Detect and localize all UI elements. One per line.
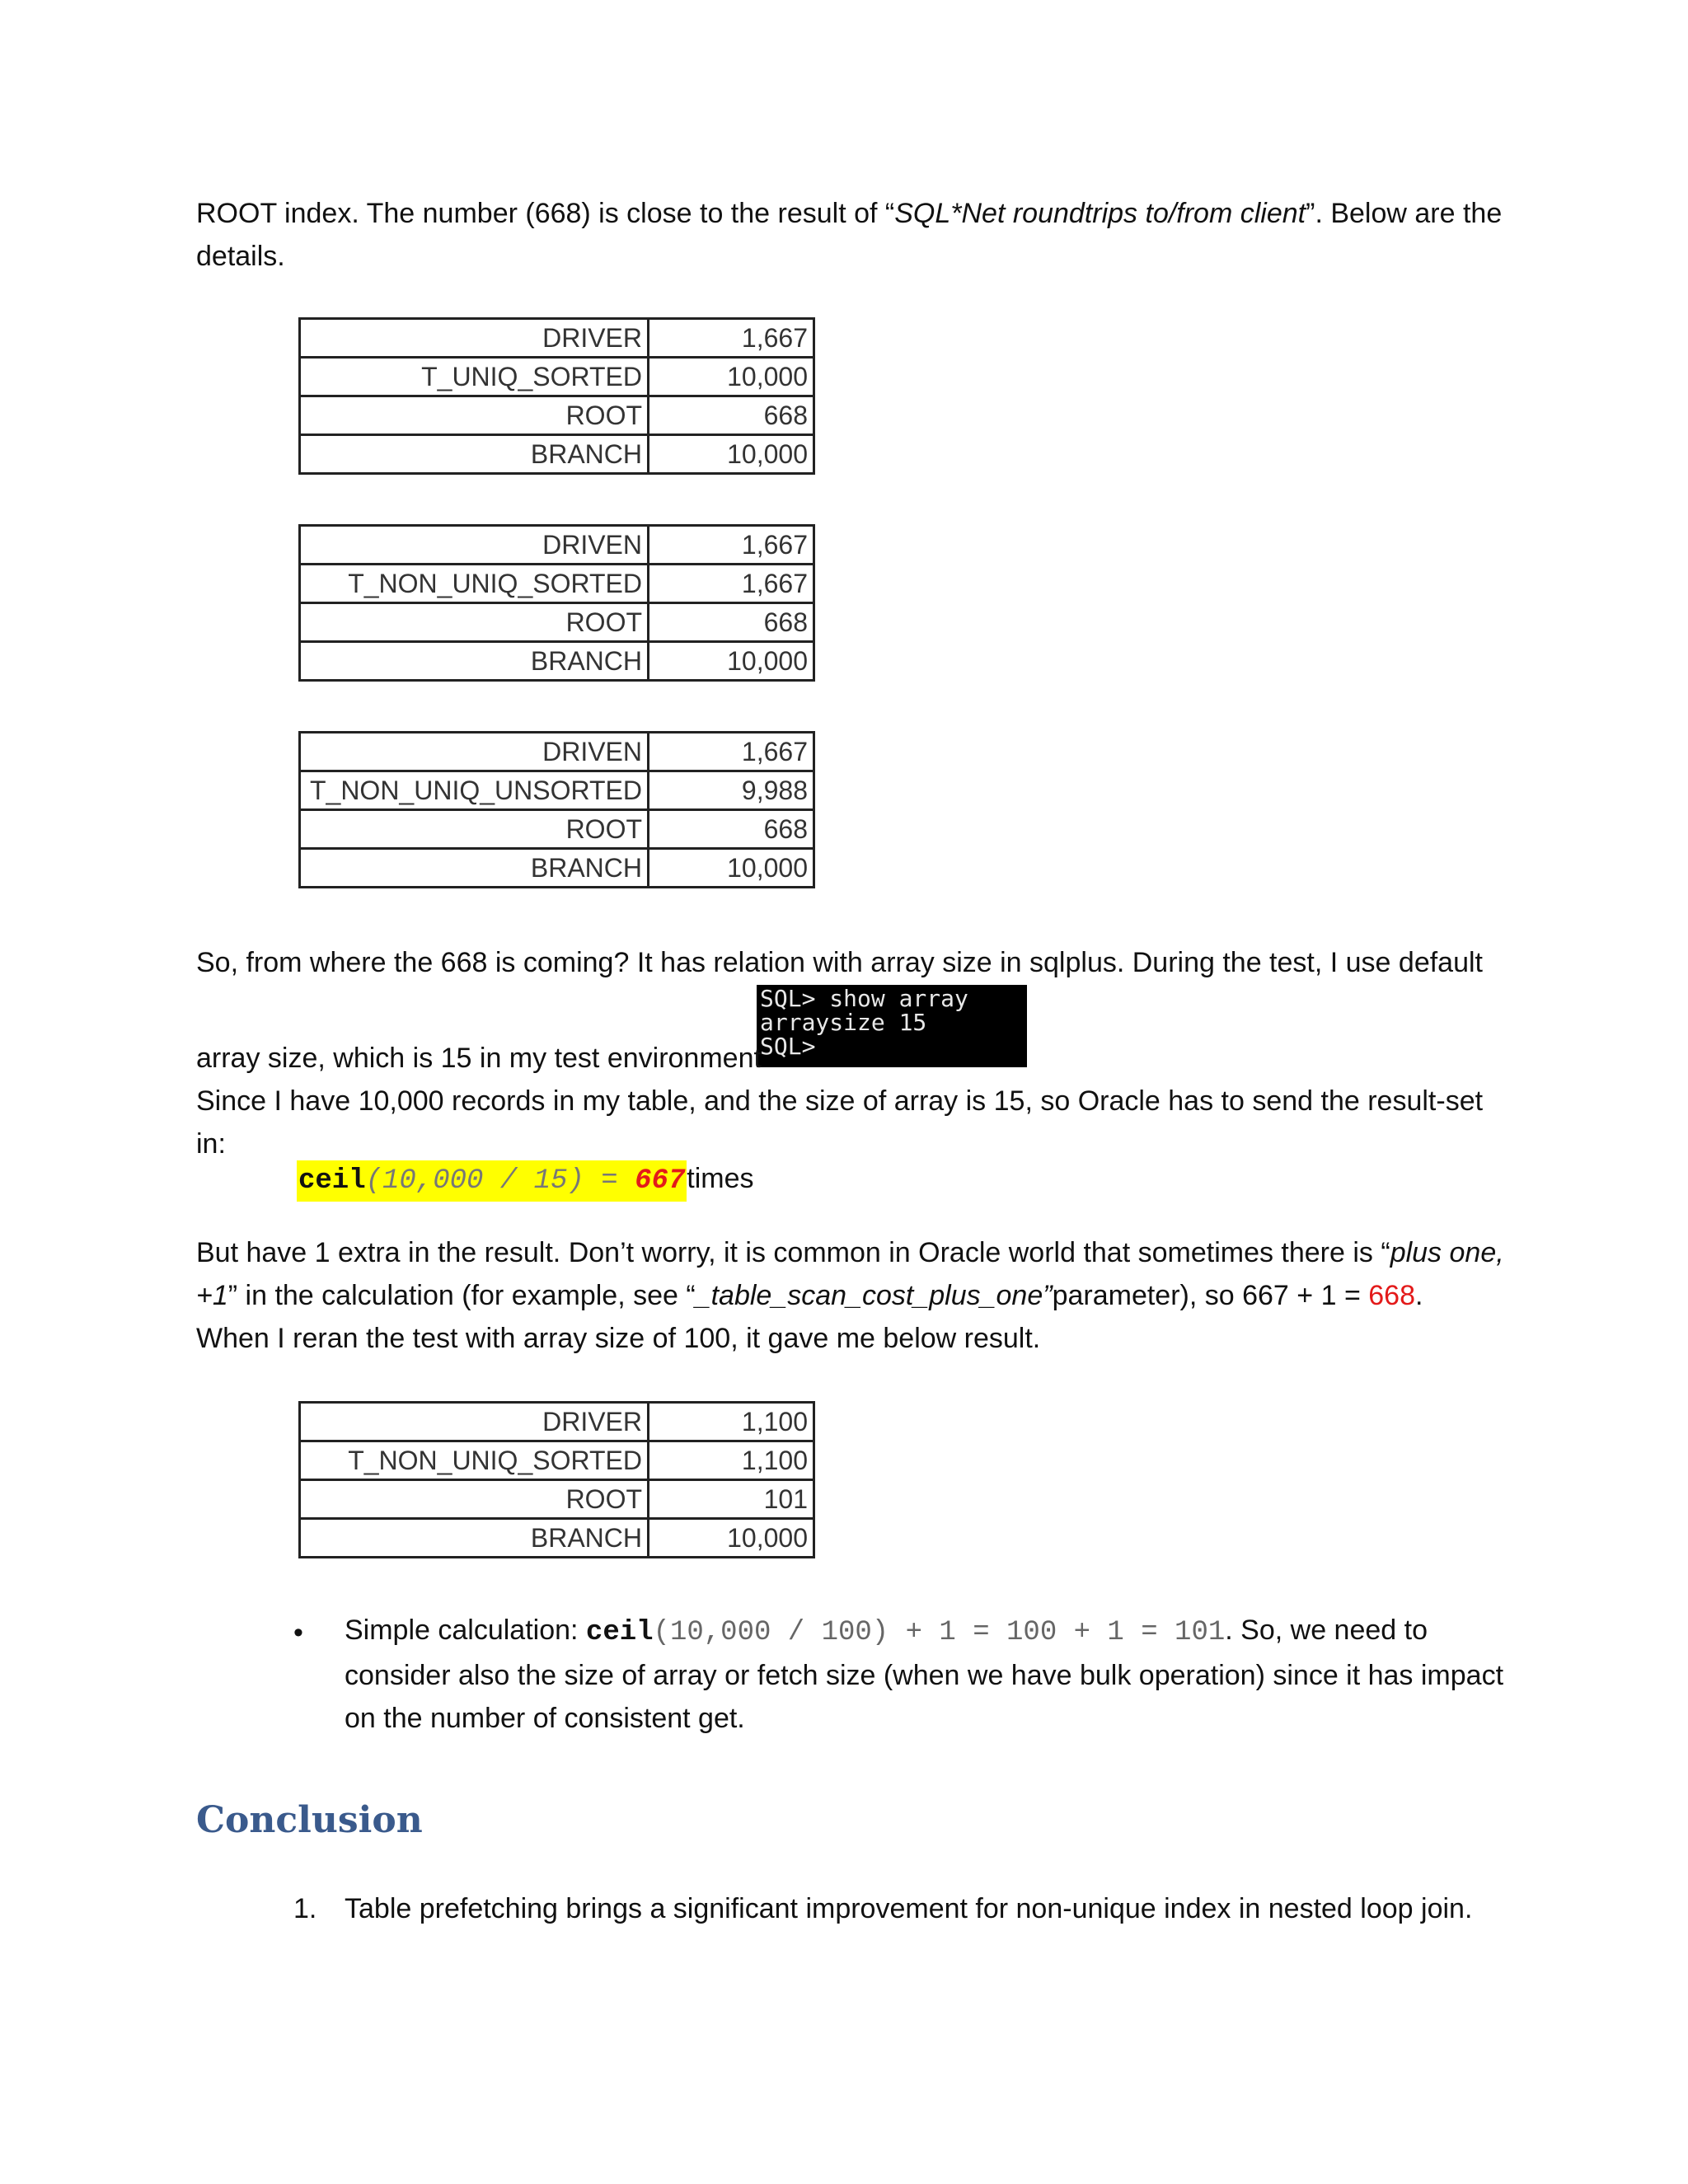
list-number: 1. <box>293 1893 317 1924</box>
row-label: ROOT <box>300 1480 649 1519</box>
stats-table-2 <box>298 524 815 682</box>
bullet-item <box>345 1609 1515 1740</box>
formula-function: ceil <box>298 1165 366 1197</box>
row-label: DRIVER <box>300 1403 649 1441</box>
table-row <box>300 1519 814 1558</box>
intro-paragraph <box>196 192 1515 278</box>
plus-one-italic-1: plus one, +1 <box>196 1237 1504 1311</box>
row-value: 1,100 <box>649 1403 814 1441</box>
bullet-code-rest: (10,000 / 100) + 1 = 100 + 1 = 101 <box>653 1617 1226 1648</box>
bullet-code-function: ceil <box>585 1617 654 1648</box>
intro-italic: SQL*Net roundtrips to/from client <box>894 198 1306 229</box>
row-value: 10,000 <box>649 358 814 396</box>
array-size-line-1: So, from where the 668 is coming? It has relation with array size in sqlplus. During the test, I use default <box>196 947 1483 978</box>
formula-line <box>297 1158 754 1199</box>
intro-text-1: ROOT index. The number (668) is close to the result of “ <box>196 198 895 229</box>
row-label: T_NON_UNIQ_SORTED <box>300 565 649 603</box>
bullet-text-1: Simple calculation: <box>345 1615 586 1646</box>
row-label: T_NON_UNIQ_SORTED <box>300 1441 649 1480</box>
table-row <box>300 526 814 565</box>
table-row <box>300 565 814 603</box>
row-value: 9,988 <box>649 771 814 810</box>
intro-text-2: ”. Below are the details. <box>196 198 1503 272</box>
row-value: 10,000 <box>649 435 814 474</box>
row-value: 1,100 <box>649 1441 814 1480</box>
terminal-line: arraysize 15 <box>760 1009 927 1036</box>
bullet-marker: • <box>293 1617 303 1648</box>
row-label: T_UNIQ_SORTED <box>300 358 649 396</box>
table-row <box>300 771 814 810</box>
formula-suffix: times <box>687 1163 754 1194</box>
conclusion-heading: Conclusion <box>196 1799 423 1841</box>
row-label: BRANCH <box>300 849 649 888</box>
row-value: 668 <box>649 603 814 642</box>
row-label: DRIVER <box>300 319 649 358</box>
plus-one-text-2: ” in the calculation (for example, see “ <box>227 1280 696 1311</box>
row-value: 668 <box>649 396 814 435</box>
table-row <box>300 1441 814 1480</box>
rerun-text: When I reran the test with array size of 100, it gave me below result. <box>196 1323 1041 1354</box>
table-row <box>300 810 814 849</box>
table-row <box>300 733 814 771</box>
row-label: T_NON_UNIQ_UNSORTED <box>300 771 649 810</box>
terminal-line: SQL> <box>760 1033 816 1060</box>
row-value: 10,000 <box>649 1519 814 1558</box>
table-row <box>300 1403 814 1441</box>
array-size-line-2: array size, which is 15 in my test environment <box>196 1043 762 1074</box>
table-row <box>300 358 814 396</box>
plus-one-text-1: But have 1 extra in the result. Don’t worry, it is common in Oracle world that sometimes there is “ <box>196 1237 1390 1268</box>
row-value: 1,667 <box>649 319 814 358</box>
row-label: BRANCH <box>300 1519 649 1558</box>
row-value: 10,000 <box>649 849 814 888</box>
table-row <box>300 396 814 435</box>
terminal-line: SQL> show array <box>760 985 968 1012</box>
table-row <box>300 603 814 642</box>
plus-one-paragraph <box>196 1231 1515 1360</box>
plus-one-red-value: 668 <box>1368 1280 1415 1311</box>
row-label: ROOT <box>300 603 649 642</box>
row-label: BRANCH <box>300 642 649 681</box>
row-label: ROOT <box>300 396 649 435</box>
stats-table-1 <box>298 317 815 475</box>
formula-args: (10,000 / 15) = <box>365 1165 635 1197</box>
row-value: 668 <box>649 810 814 849</box>
array-size-line-3: Since I have 10,000 records in my table, and the size of array is 15, so Oracle has to send the result-set in: <box>196 1085 1484 1160</box>
row-value: 1,667 <box>649 526 814 565</box>
row-value: 1,667 <box>649 733 814 771</box>
table-row <box>300 642 814 681</box>
bullet-code <box>586 1617 1225 1648</box>
table-row <box>300 1480 814 1519</box>
row-value: 1,667 <box>649 565 814 603</box>
plus-one-text-3: parameter), so 667 + 1 = <box>1052 1280 1369 1311</box>
row-label: ROOT <box>300 810 649 849</box>
row-value: 10,000 <box>649 642 814 681</box>
row-label: DRIVEN <box>300 733 649 771</box>
table-row <box>300 435 814 474</box>
conclusion-item: Table prefetching brings a significant improvement for non-unique index in nested loop join. <box>345 1893 1473 1924</box>
formula-highlight <box>297 1160 687 1202</box>
table-row <box>300 319 814 358</box>
plus-one-text-4: . <box>1414 1280 1423 1311</box>
stats-table-4 <box>298 1401 815 1558</box>
bullet-text-2: . So, we need to consider also the size of array or fetch size (when we have bulk operation) since it has impact on the number of consistent get. <box>345 1615 1504 1734</box>
row-value: 101 <box>649 1480 814 1519</box>
stats-table-3 <box>298 731 815 888</box>
formula-result: 667 <box>635 1165 686 1197</box>
plus-one-italic-2: _table_scan_cost_plus_one” <box>695 1280 1053 1311</box>
table-row <box>300 849 814 888</box>
row-label: DRIVEN <box>300 526 649 565</box>
row-label: BRANCH <box>300 435 649 474</box>
